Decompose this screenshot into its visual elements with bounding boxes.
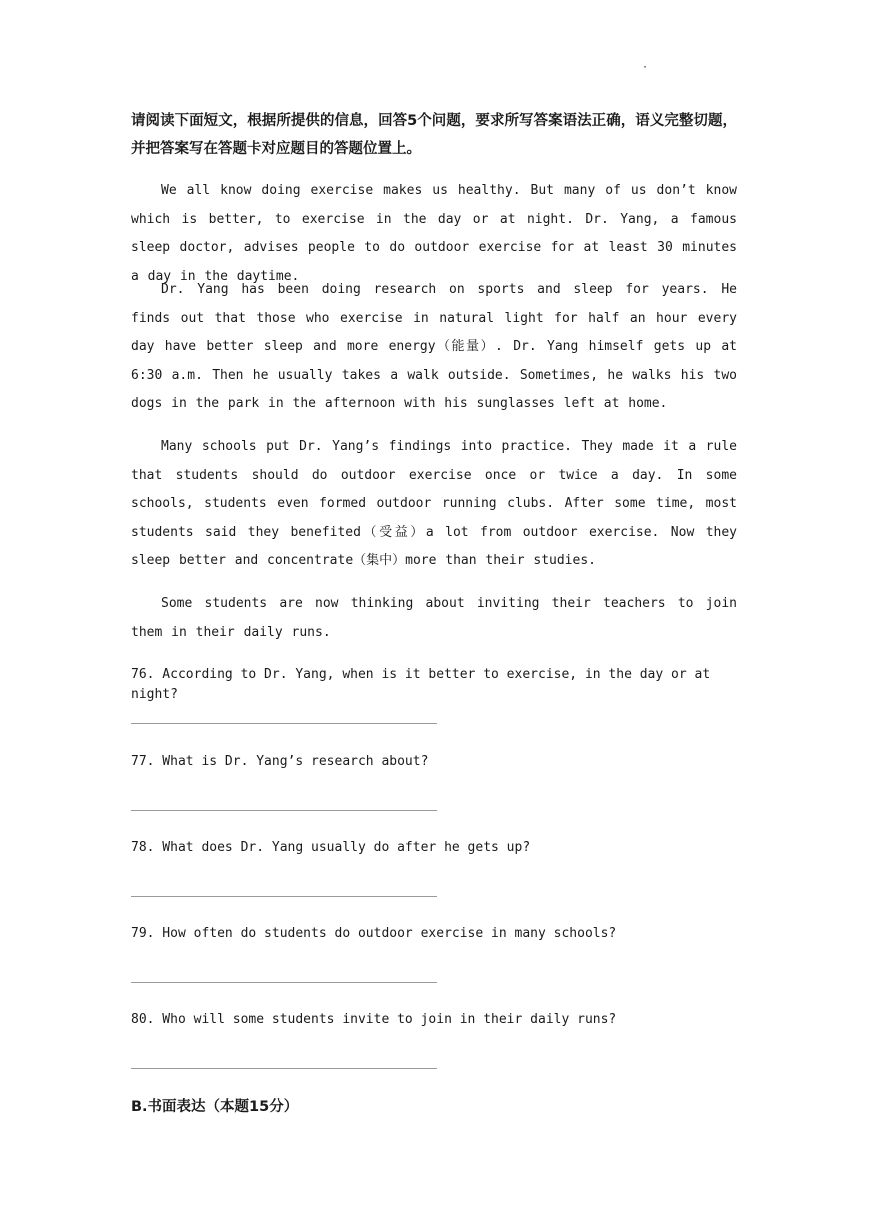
reading-instructions: 请阅读下面短文，根据所提供的信息，回答5个问题，要求所写答案语法正确，语义完整切题，并把答案写在答题卡对应题目的答题位置上。 [131, 113, 737, 157]
passage-paragraph-3: Many schools put Dr. Yang’s findings into practice. They made it a rule that students should do outdoor exercise once or twice a day. In some schools, students even formed outdoor running clubs. After some time, most students said they benefited（受益）a lot from outdoor exercise. Now they sleep better and concentrate（集中）more than their studies. [131, 439, 737, 568]
question-79: 79. How often do students do outdoor exercise in many schools? [131, 926, 617, 941]
passage-paragraph-2: Dr. Yang has been doing research on sports and sleep for years. He finds out that those who exercise in natural light for half an hour every day have better sleep and more energy（能量）. Dr. Yang himself gets up at 6:30 a.m. Then he usually takes a walk outside. Sometimes, he walks his two dogs in the park in the afternoon with his sunglasses left at home. [131, 282, 737, 411]
answer-line-76[interactable] [131, 723, 437, 724]
answer-line-79[interactable] [131, 982, 437, 983]
answer-line-80[interactable] [131, 1068, 437, 1069]
header-mark: · [642, 62, 649, 73]
section-b-title: B.书面表达（本题15分） [131, 1099, 299, 1115]
question-77: 77. What is Dr. Yang’s research about? [131, 754, 429, 769]
question-76: 76. According to Dr. Yang, when is it better to exercise, in the day or at night? [131, 667, 711, 702]
passage-paragraph-4: Some students are now thinking about inviting their teachers to join them in their daily runs. [131, 596, 737, 640]
question-78: 78. What does Dr. Yang usually do after he gets up? [131, 840, 531, 855]
answer-line-78[interactable] [131, 896, 437, 897]
passage-paragraph-1: We all know doing exercise makes us healthy. But many of us don’t know which is better, to exercise in the day or at night. Dr. Yang, a famous sleep doctor, advises people to do outdoor exercise for at least 30 minutes a day in the daytime. [131, 183, 737, 284]
question-80: 80. Who will some students invite to join in their daily runs? [131, 1012, 617, 1027]
answer-line-77[interactable] [131, 810, 437, 811]
